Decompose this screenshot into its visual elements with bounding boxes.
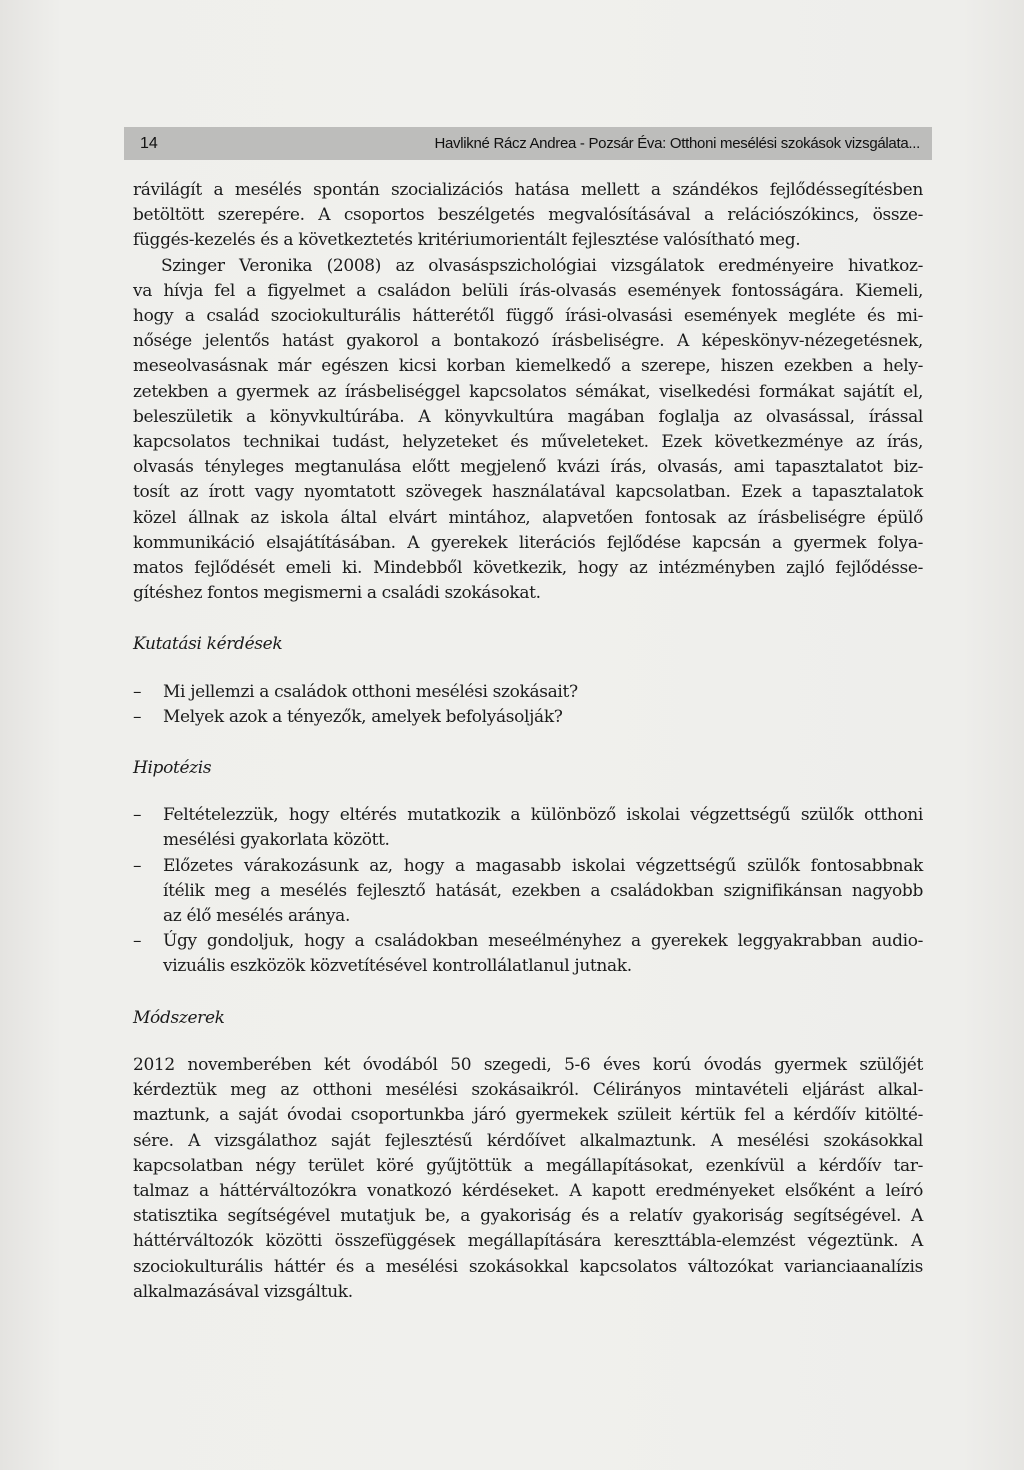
text-line: 2012 novemberében két óvodából 50 szegedi, 5-6 éves korú óvodás gyermek szülőjét — [133, 1054, 923, 1075]
szinger-paragraph — [133, 254, 923, 607]
section-heading-modszerek: Módszerek — [133, 1007, 225, 1028]
list-item — [133, 680, 923, 705]
text-line: Előzetes várakozásunk az, hogy a magasabb iskolai végzettségű szülők fontosabbnak — [163, 855, 923, 876]
text-line: zetekben a gyermek az írásbeliséggel kapcsolatos sémákat, viselkedési formákat sajátít el, — [133, 381, 923, 402]
text-line: sére. A vizsgálathoz saját fejlesztésű kérdőívet alkalmaztunk. A mesélési szokásokkal — [133, 1130, 923, 1151]
text-line: kapcsolatban négy terület köré gyűjtöttük a megállapításokat, ezenkívül a kérdőív tar- — [133, 1155, 923, 1176]
text-line: gítéshez fontos megismerni a családi szokásokat. — [133, 583, 541, 604]
list-item — [133, 929, 923, 979]
text-line: ítélik meg a mesélés fejlesztő hatását, ezekben a családokban szignifikánsan nagyobb — [163, 880, 923, 901]
list-item — [133, 705, 923, 730]
text-line: szociokulturális háttér és a mesélési szokásokkal kapcsolatos változókat varianciaanalízis — [133, 1256, 923, 1277]
text-line: meseolvasásnak már egészen kicsi korban kiemelkedő a szerepe, hiszen ezekben a hely- — [133, 356, 923, 377]
list-item — [133, 854, 923, 930]
dash-bullet: – — [133, 706, 142, 727]
intro-paragraph — [133, 178, 923, 254]
running-title: Havlikné Rácz Andrea - Pozsár Éva: Otthoni mesélési szokások vizsgálata... — [434, 135, 920, 152]
methods-paragraph — [133, 1053, 923, 1305]
text-line: tosít az írott vagy nyomtatott szövegek használatával kapcsolatban. Ezek a tapasztalatok — [133, 482, 923, 503]
text-line: matos fejlődését emeli ki. Mindebből következik, hogy az intézményben zajló fejlődésse- — [133, 558, 923, 579]
text-line: nősége jelentős hatást gyakorol a bontakozó írásbeliségre. A képeskönyv-nézegetésnek, — [133, 331, 923, 352]
text-line: Feltételezzük, hogy eltérés mutatkozik a különböző iskolai végzettségű szülők otthoni — [163, 805, 923, 826]
text-line: rávilágít a mesélés spontán szocializációs hatása mellett a szándékos fejlődéssegítésben — [133, 180, 923, 200]
page-content — [133, 178, 923, 1305]
list-item — [133, 803, 923, 853]
page-number: 14 — [140, 134, 158, 152]
text-line: az élő mesélés aránya. — [163, 906, 351, 927]
text-line: talmaz a háttérváltozókra vonatkozó kérdéseket. A kapott eredményeket elsőként a leíró — [133, 1180, 923, 1201]
text-line: alkalmazásával vizsgáltuk. — [133, 1281, 353, 1302]
text-line: kommunikáció elsajátításában. A gyerekek literációs fejlődése kapcsán a gyermek folya- — [133, 532, 923, 553]
text-line: hogy a család szociokulturális hátterétől függő írási-olvasási események megléte és mi- — [133, 306, 923, 327]
dash-bullet: – — [133, 855, 142, 876]
running-header — [124, 127, 932, 160]
text-line: va hívja fel a figyelmet a családon belüli írás-olvasás események fontosságára. Kiemeli, — [133, 280, 923, 301]
text-line: betöltött szerepére. A csoportos beszélgetés megvalósításával a relációszókincs, össze- — [133, 205, 923, 226]
list-item-text: Melyek azok a tényezők, amelyek befolyásolják? — [163, 706, 563, 727]
text-line: kapcsolatos technikai tudást, helyzeteket és műveleteket. Ezek következménye az írás, — [133, 432, 923, 453]
text-line: vizuális eszközök közvetítésével kontrollálatlanul jutnak. — [163, 956, 632, 977]
text-line: közel állnak az iskola által elvárt mintához, alapvetően fontosak az írásbeliségre épülő — [133, 507, 923, 528]
text-line: statisztika segítségével mutatjuk be, a gyakoriság és a relatív gyakoriság segítségével. A — [133, 1206, 923, 1227]
research-questions-list — [133, 680, 923, 730]
hypotheses-list — [133, 803, 923, 979]
text-line: Úgy gondoljuk, hogy a családokban meseélményhez a gyerekek leggyakrabban audio- — [163, 931, 923, 952]
text-line: beleszületik a könyvkultúrába. A könyvkultúra magában foglalja az olvasással, írással — [133, 406, 923, 427]
text-line: maztunk, a saját óvodai csoportunkba járó gyermekek szüleit kértük fel a kérdőív kitölté- — [133, 1105, 923, 1126]
section-heading-kutatasi-kerdesek: Kutatási kérdések — [133, 634, 283, 655]
text-line: olvasás tényleges megtanulása előtt megjelenő kvázi írás, olvasás, ami tapasztalatot biz- — [133, 457, 923, 478]
list-item-text: Mi jellemzi a családok otthoni mesélési szokásait? — [163, 681, 578, 702]
dash-bullet: – — [133, 805, 142, 826]
dash-bullet: – — [133, 931, 142, 952]
section-heading-hipotezis: Hipotézis — [133, 758, 212, 779]
dash-bullet: – — [133, 681, 142, 702]
text-line: Szinger Veronika (2008) az olvasáspszichológiai vizsgálatok eredményeire hivatkoz- — [161, 255, 923, 276]
text-line: kérdeztük meg az otthoni mesélési szokásaikról. Célirányos mintavételi eljárást alkal- — [133, 1080, 923, 1101]
text-line: mesélési gyakorlata között. — [163, 830, 390, 851]
text-line: háttérváltozók közötti összefüggések megállapítására kereszttábla-elemzést végeztünk. A — [133, 1231, 923, 1252]
text-line: függés-kezelés és a következtetés kritériumorientált fejlesztése valósítható meg. — [133, 230, 801, 251]
